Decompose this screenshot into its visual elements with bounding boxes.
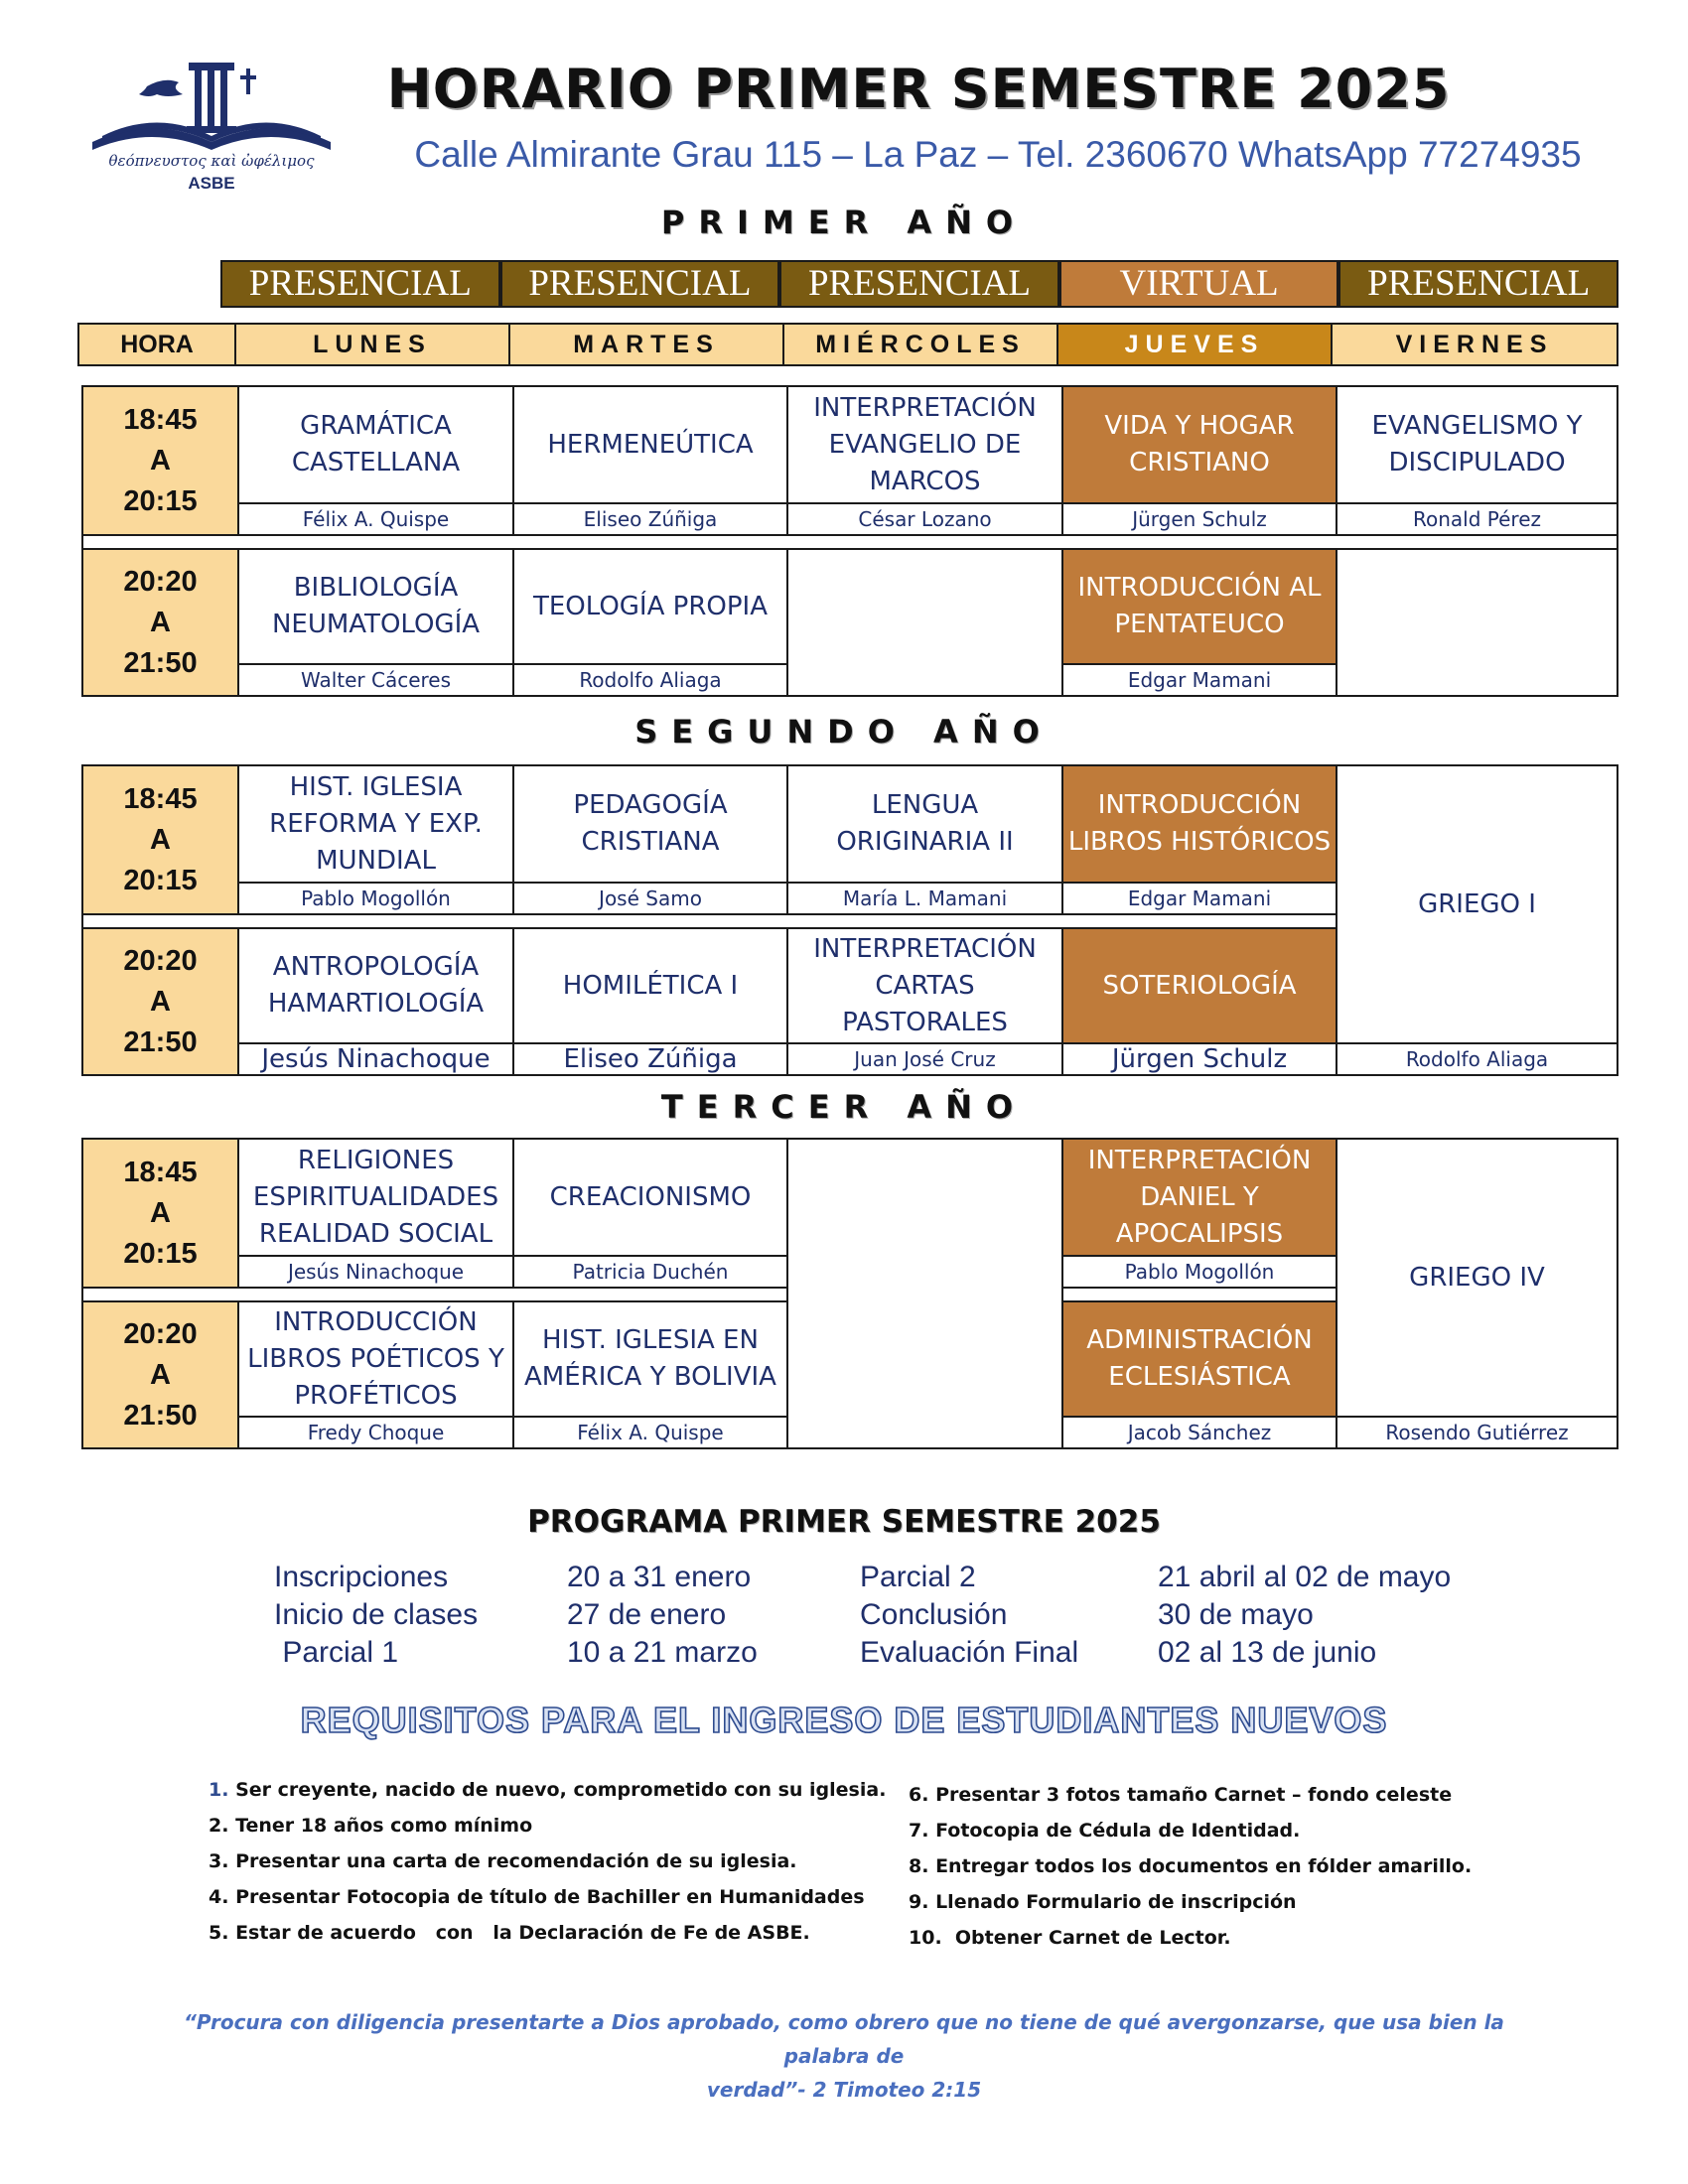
- professor-cell: María L. Mamani: [787, 883, 1062, 914]
- row-separator: [82, 535, 1618, 549]
- schedule-tercer-ano: [81, 1138, 1618, 1449]
- header-jueves: JUEVES: [1058, 325, 1333, 364]
- time-end: 21:50: [123, 1399, 198, 1432]
- professor-cell: Jürgen Schulz: [1062, 503, 1336, 535]
- empty-cell: [1336, 549, 1618, 696]
- course-cell-virtual: SOTERIOLOGÍA: [1062, 928, 1336, 1043]
- course-cell: INTERPRETACIÓN CARTAS PASTORALES: [787, 928, 1062, 1043]
- requisito-text: Obtener Carnet de Lector.: [941, 1927, 1231, 1949]
- modality-lunes: PRESENCIAL: [220, 260, 500, 308]
- course-cell: RELIGIONES ESPIRITUALIDADES REALIDAD SOCIAL: [238, 1139, 513, 1256]
- time-sep: A: [150, 444, 171, 477]
- professor-cell: Edgar Mamani: [1062, 664, 1336, 696]
- time-slot-1: [82, 765, 238, 914]
- requisito-item: [909, 1848, 1472, 1884]
- requisito-number: 6.: [909, 1784, 929, 1806]
- requisito-text: Fotocopia de Cédula de Identidad.: [928, 1820, 1301, 1842]
- course-cell-griego: GRIEGO I: [1336, 765, 1618, 1043]
- course-cell-virtual: ADMINISTRACIÓN ECLESIÁSTICA: [1062, 1301, 1336, 1417]
- time-slot-1: [82, 386, 238, 535]
- requisito-number: 1.: [209, 1779, 229, 1801]
- time-end: 21:50: [123, 1025, 198, 1058]
- course-cell: GRAMÁTICA CASTELLANA: [238, 386, 513, 503]
- course-cell: PEDAGOGÍA CRISTIANA: [513, 765, 787, 883]
- requisito-number: 4.: [209, 1886, 229, 1908]
- header-hora: HORA: [79, 325, 236, 364]
- professor-cell: Eliseo Zúñiga: [513, 503, 787, 535]
- professor-cell: Patricia Duchén: [513, 1256, 787, 1288]
- professor-cell: José Samo: [513, 883, 787, 914]
- professor-cell: Jesús Ninachoque: [238, 1043, 513, 1075]
- requisitos-list-left: [209, 1772, 886, 1951]
- schedule-primer-ano: [81, 385, 1618, 697]
- time-start: 20:20: [123, 1317, 198, 1350]
- modality-row: [220, 260, 1618, 308]
- header-viernes: VIERNES: [1333, 325, 1617, 364]
- time-start: 18:45: [123, 782, 198, 815]
- requisito-number: 2.: [209, 1815, 229, 1837]
- course-cell: EVANGELISMO Y DISCIPULADO: [1336, 386, 1618, 503]
- requisito-item: [909, 1777, 1472, 1813]
- professor-cell: Félix A. Quispe: [238, 503, 513, 535]
- empty-cell: [787, 1139, 1062, 1448]
- requisitos-list-right: [909, 1777, 1472, 1956]
- professor-cell: Jürgen Schulz: [1062, 1043, 1336, 1075]
- course-cell: LENGUA ORIGINARIA II: [787, 765, 1062, 883]
- requisitos-title: REQUISITOS PARA EL INGRESO DE ESTUDIANTES NUEVOS: [300, 1700, 1388, 1740]
- course-cell: ANTROPOLOGÍA HAMARTIOLOGÍA: [238, 928, 513, 1043]
- requisito-text: Estar de acuerdo con la Declaración de Fe de ASBE.: [228, 1922, 810, 1944]
- professor-cell: Edgar Mamani: [1062, 883, 1336, 914]
- professor-cell: Rosendo Gutiérrez: [1336, 1417, 1618, 1448]
- empty-cell: [787, 549, 1062, 696]
- course-cell: BIBLIOLOGÍA NEUMATOLOGÍA: [238, 549, 513, 664]
- day-header-row: [77, 323, 1618, 366]
- requisito-item: [209, 1772, 886, 1808]
- requisito-text: Ser creyente, nacido de nuevo, comprometido con su iglesia.: [228, 1779, 887, 1801]
- programa-label: Evaluación Final: [860, 1636, 1079, 1669]
- year-title-primer: PRIMER AÑO: [660, 204, 1028, 241]
- schedule-segundo-ano: [81, 764, 1618, 1076]
- requisito-number: 3.: [209, 1850, 229, 1872]
- time-slot-1: [82, 1139, 238, 1288]
- requisito-number: 7.: [909, 1820, 929, 1842]
- course-cell-virtual: VIDA Y HOGAR CRISTIANO: [1062, 386, 1336, 503]
- programa-date: 10 a 21 marzo: [567, 1636, 758, 1669]
- time-end: 20:15: [123, 484, 198, 517]
- professor-cell: Ronald Pérez: [1336, 503, 1618, 535]
- requisito-number: 8.: [909, 1855, 929, 1877]
- professor-cell: Walter Cáceres: [238, 664, 513, 696]
- programa-label: Inscripciones: [274, 1561, 449, 1593]
- programa-label: Conclusión: [860, 1598, 1008, 1631]
- professor-cell: Fredy Choque: [238, 1417, 513, 1448]
- time-end: 21:50: [123, 646, 198, 679]
- programa-date: 27 de enero: [567, 1598, 727, 1631]
- dove-icon: [139, 80, 183, 96]
- professor-cell: Félix A. Quispe: [513, 1417, 787, 1448]
- requisito-text: Presentar Fotocopia de título de Bachiller en Humanidades: [228, 1886, 865, 1908]
- column-icon: [187, 63, 236, 133]
- asbe-logo: [87, 55, 336, 204]
- year-title-tercer: TERCER AÑO: [660, 1088, 1028, 1126]
- requisito-text: Tener 18 años como mínimo: [228, 1815, 533, 1837]
- requisito-number: 9.: [909, 1891, 929, 1913]
- programa-title: PROGRAMA PRIMER SEMESTRE 2025: [527, 1504, 1161, 1540]
- programa-label: Parcial 2: [860, 1561, 976, 1593]
- requisito-item: [209, 1808, 886, 1843]
- course-cell: HOMILÉTICA I: [513, 928, 787, 1043]
- requisito-item: [209, 1879, 886, 1915]
- requisito-number: 5.: [209, 1922, 229, 1944]
- requisito-text: Entregar todos los documentos en fólder amarillo.: [928, 1855, 1473, 1877]
- programa-row: [274, 1598, 1466, 1636]
- professor-cell: Eliseo Zúñiga: [513, 1043, 787, 1075]
- time-sep: A: [150, 985, 171, 1018]
- requisito-number: 10.: [909, 1927, 942, 1949]
- time-start: 18:45: [123, 1156, 198, 1188]
- programa-date: 30 de mayo: [1158, 1598, 1314, 1631]
- time-sep: A: [150, 1358, 171, 1391]
- programa-label: Inicio de clases: [274, 1598, 479, 1631]
- time-slot-2: [82, 1301, 238, 1448]
- course-cell: HIST. IGLESIA REFORMA Y EXP. MUNDIAL: [238, 765, 513, 883]
- logo-name: ASBE: [188, 174, 235, 193]
- programa-label: Parcial 1: [274, 1636, 399, 1669]
- programa-date: 21 abril al 02 de mayo: [1158, 1561, 1452, 1593]
- programa-table: [274, 1561, 1466, 1674]
- professor-cell: Jacob Sánchez: [1062, 1417, 1336, 1448]
- time-end: 20:15: [123, 864, 198, 896]
- time-start: 20:20: [123, 944, 198, 977]
- course-cell: INTRODUCCIÓN LIBROS POÉTICOS Y PROFÉTICOS: [238, 1301, 513, 1417]
- course-cell-virtual: INTRODUCCIÓN AL PENTATEUCO: [1062, 549, 1336, 664]
- requisito-text: Presentar 3 fotos tamaño Carnet – fondo celeste: [928, 1784, 1453, 1806]
- year-title-segundo: SEGUNDO AÑO: [634, 713, 1054, 751]
- programa-date: 20 a 31 enero: [567, 1561, 752, 1593]
- bible-verse: [139, 2005, 1549, 2107]
- requisito-text: Llenado Formulario de inscripción: [928, 1891, 1297, 1913]
- professor-cell: Pablo Mogollón: [238, 883, 513, 914]
- cross-icon: [240, 68, 256, 94]
- logo-motto: θεόπνευστος καὶ ὠφέλιμος: [108, 152, 315, 170]
- professor-cell: Jesús Ninachoque: [238, 1256, 513, 1288]
- header-lunes: LUNES: [236, 325, 510, 364]
- professor-cell: Rodolfo Aliaga: [1336, 1043, 1618, 1075]
- programa-date: 02 al 13 de junio: [1158, 1636, 1377, 1669]
- professor-cell: Juan José Cruz: [787, 1043, 1062, 1075]
- course-cell: CREACIONISMO: [513, 1139, 787, 1256]
- requisito-text: Presentar una carta de recomendación de su iglesia.: [228, 1850, 797, 1872]
- time-slot-2: [82, 928, 238, 1075]
- course-cell-virtual: INTERPRETACIÓN DANIEL Y APOCALIPSIS: [1062, 1139, 1336, 1256]
- verse-line-1: “Procura con diligencia presentarte a Dios aprobado, como obrero que no tiene de qué avergonzarse, que usa bien la palabra de: [184, 2010, 1504, 2068]
- professor-cell: Rodolfo Aliaga: [513, 664, 787, 696]
- course-cell-griego: GRIEGO IV: [1336, 1139, 1618, 1417]
- page-title: HORARIO PRIMER SEMESTRE 2025: [386, 58, 1451, 120]
- requisito-item: [209, 1915, 886, 1951]
- time-slot-2: [82, 549, 238, 696]
- row-separator: [82, 1288, 787, 1301]
- modality-viernes: PRESENCIAL: [1338, 260, 1618, 308]
- requisito-item: [209, 1843, 886, 1879]
- time-sep: A: [150, 823, 171, 856]
- requisito-item: [909, 1813, 1472, 1848]
- course-cell: TEOLOGÍA PROPIA: [513, 549, 787, 664]
- requisito-item: [909, 1920, 1472, 1956]
- course-cell: HIST. IGLESIA EN AMÉRICA Y BOLIVIA: [513, 1301, 787, 1417]
- verse-line-2: verdad”- 2 Timoteo 2:15: [706, 2078, 982, 2102]
- course-cell-virtual: INTRODUCCIÓN LIBROS HISTÓRICOS: [1062, 765, 1336, 883]
- programa-row: [274, 1561, 1466, 1598]
- row-separator: [1062, 1288, 1336, 1301]
- time-start: 18:45: [123, 403, 198, 436]
- modality-miercoles: PRESENCIAL: [779, 260, 1059, 308]
- professor-cell: Pablo Mogollón: [1062, 1256, 1336, 1288]
- professor-cell: César Lozano: [787, 503, 1062, 535]
- row-separator: [82, 914, 1336, 928]
- header-miercoles: MIÉRCOLES: [784, 325, 1058, 364]
- time-end: 20:15: [123, 1237, 198, 1270]
- course-cell: INTERPRETACIÓN EVANGELIO DE MARCOS: [787, 386, 1062, 503]
- time-sep: A: [150, 606, 171, 638]
- course-cell: HERMENEÚTICA: [513, 386, 787, 503]
- address-line: Calle Almirante Grau 115 – La Paz – Tel. 2360670 WhatsApp 77274935: [414, 134, 1582, 175]
- modality-martes: PRESENCIAL: [500, 260, 780, 308]
- header-martes: MARTES: [510, 325, 784, 364]
- time-sep: A: [150, 1196, 171, 1229]
- requisito-item: [909, 1884, 1472, 1920]
- modality-jueves: VIRTUAL: [1059, 260, 1339, 308]
- time-start: 20:20: [123, 565, 198, 598]
- programa-row: [274, 1636, 1466, 1674]
- logo-graphic: [87, 55, 336, 154]
